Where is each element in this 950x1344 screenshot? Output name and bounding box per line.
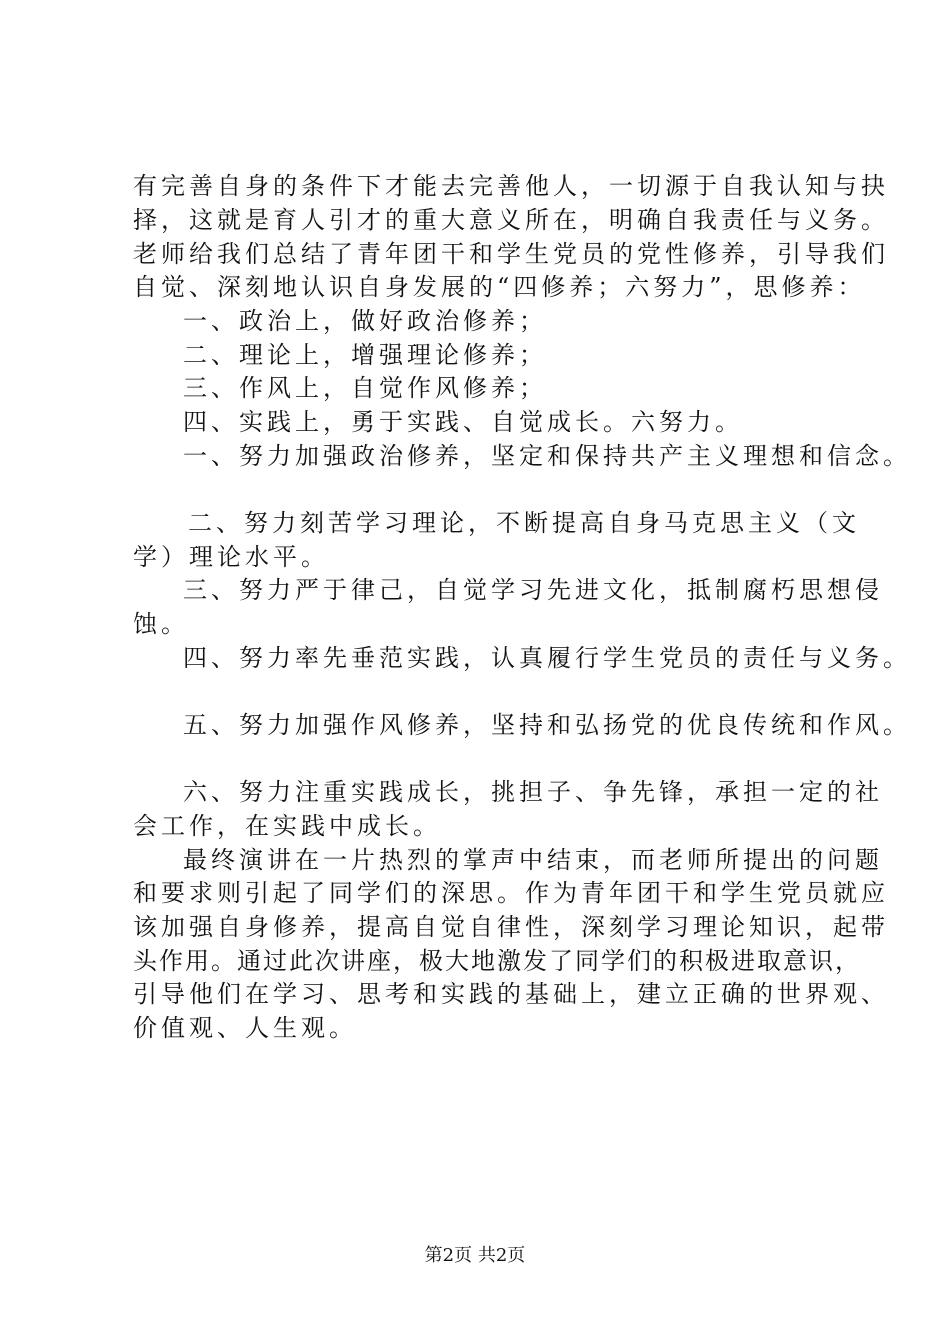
body-line: 六、努力注重实践成长，挑担子、争先锋，承担一定的社 <box>183 778 883 806</box>
page-number-footer: 第2页 共2页 <box>424 1245 526 1266</box>
body-line: 会工作，在实践中成长。 <box>133 812 441 840</box>
body-line: 老师给我们总结了青年团干和学生党员的党性修养，引导我们 <box>133 240 889 268</box>
body-line: 最终演讲在一片热烈的掌声中结束，而老师所提出的问题 <box>183 846 883 874</box>
body-line: 二、理论上，增强理论修养； <box>183 341 547 369</box>
body-line: 二、努力刻苦学习理论，不断提高自身马克思主义（文 <box>188 509 860 537</box>
body-line: 四、实践上，勇于实践、自觉成长。六努力。 <box>183 408 743 436</box>
body-line: 和要求则引起了同学们的深思。作为青年团干和学生党员就应 <box>133 879 889 907</box>
body-line: 自觉、深刻地认识自身发展的“四修养；六努力”，思修养： <box>133 273 866 301</box>
body-line: 五、努力加强作风修养，坚持和弘扬党的优良传统和作风。 <box>183 711 911 739</box>
body-line: 蚀。 <box>133 610 189 638</box>
body-line: 头作用。通过此次讲座，极大地激发了同学们的积极进取意识， <box>133 947 861 975</box>
body-line: 该加强自身修养，提高自觉自律性，深刻学习理论知识，起带 <box>133 913 889 941</box>
body-line: 四、努力率先垂范实践，认真履行学生党员的责任与义务。 <box>183 644 911 672</box>
body-line: 三、作风上，自觉作风修养； <box>183 374 547 402</box>
body-line: 学）理论水平。 <box>133 543 329 571</box>
body-line: 有完善自身的条件下才能去完善他人，一切源于自我认知与抉 <box>133 172 889 200</box>
body-line: 一、政治上，做好政治修养； <box>183 307 547 335</box>
body-line: 价值观、人生观。 <box>133 1014 357 1042</box>
body-line: 择，这就是育人引才的重大意义所在，明确自我责任与义务。 <box>133 206 889 234</box>
body-line: 三、努力严于律己，自觉学习先进文化，抵制腐朽思想侵 <box>183 576 883 604</box>
body-line: 引导他们在学习、思考和实践的基础上，建立正确的世界观、 <box>133 980 889 1008</box>
body-line: 一、努力加强政治修养，坚定和保持共产主义理想和信念。 <box>183 442 911 470</box>
